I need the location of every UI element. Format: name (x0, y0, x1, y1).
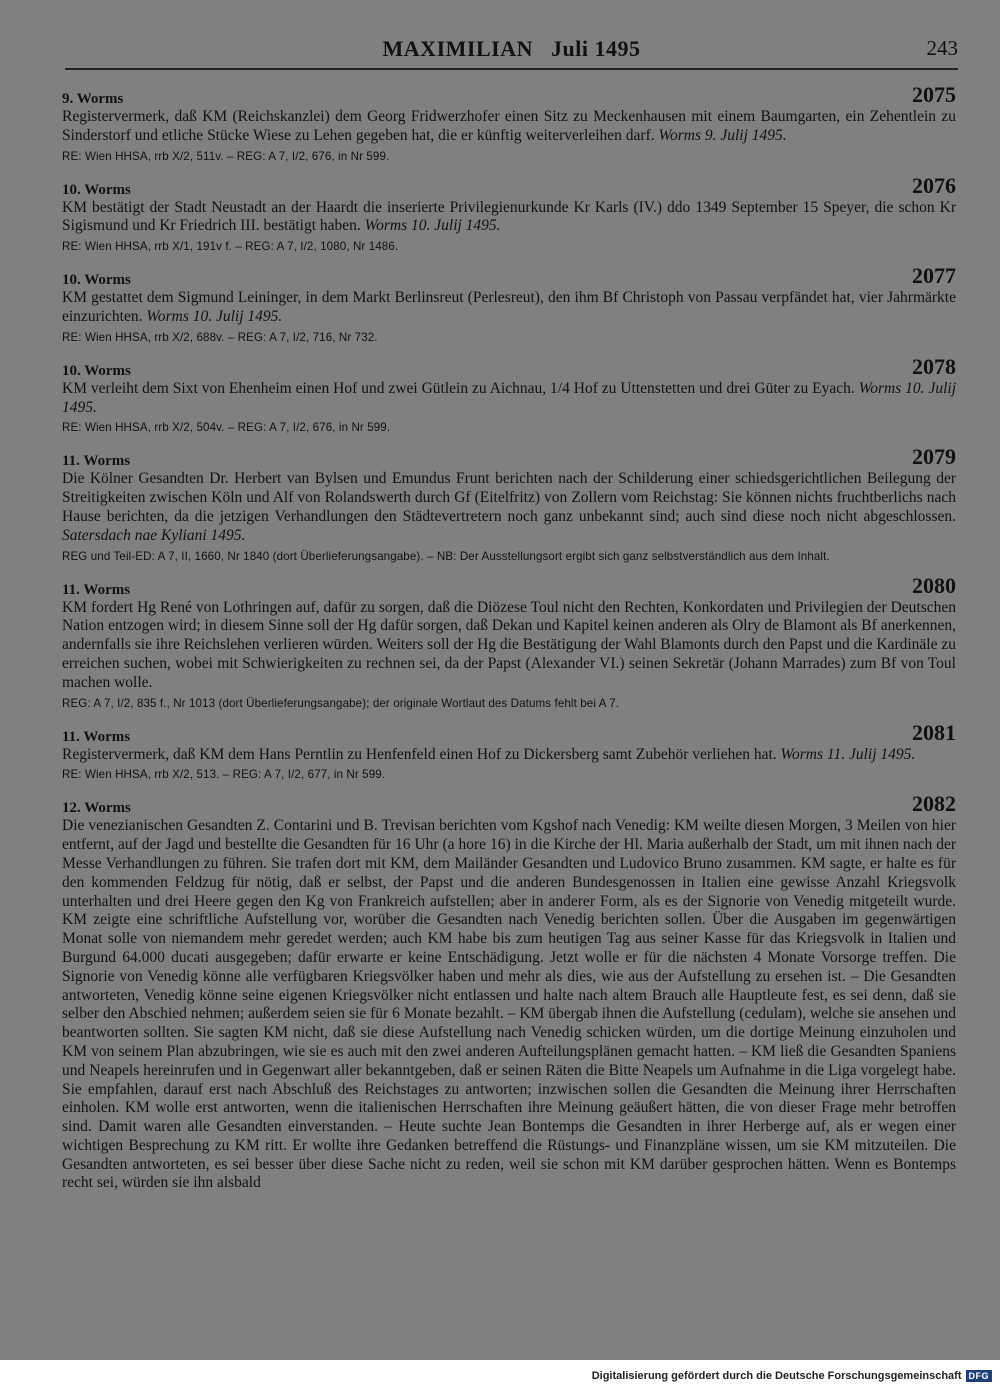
entry-2076 (62, 172, 956, 256)
entry-number: 2075 (912, 82, 956, 107)
entry-place: 12. Worms (62, 800, 131, 817)
entry-text: KM bestätigt der Stadt Neustadt an der Haardt die inserierte Privilegienurkunde Kr Karls (IV.) ddo 1349 September 15 Speyer, die schon Kr Sigismund und Kr Friedrich III. bestätigt haben. Worms 10. Julij 1495. (62, 198, 956, 235)
entry-text: Die Kölner Gesandten Dr. Herbert van Bylsen und Emundus Frunt berichten nach der Schilderung einer schiedsgerichtlichen Beilegung der Streitigkeiten zwischen Köln und Alf von Rolandswerth durch Gf (Eitelfritz) von Zollern vom Reichstag: Sie können nichts fruchtberlichs nach Hause berichten, da die jetzigen Verhandlungen den Städtevertretern noch ganz unbekannt sind; auch sind diese noch nicht abgeschlossen. Satersdach nae Kyliani 1495. (62, 470, 956, 544)
entry-date: Worms 10. Julij 1495. (364, 217, 501, 235)
entries (62, 82, 957, 1205)
entry-number: 2076 (912, 172, 956, 198)
entry-place: 9. Worms (62, 91, 124, 107)
entry-reference: RE: Wien HHSA, rrb X/2, 688v. – REG: A 7, I/2, 716, Nr 732. (62, 330, 378, 344)
entry-reference: RE: Wien HHSA, rrb X/1, 191v f. – REG: A 7, I/2, 1080, Nr 1486. (62, 240, 399, 254)
entry-number: 2080 (912, 572, 956, 598)
running-title-date: Juli 1495 (550, 36, 641, 61)
entry-2079 (62, 444, 956, 564)
entry-text: KM gestattet dem Sigmund Leininger, in dem Markt Berlinsreut (Perlesreut), den ihm Bf Christoph von Passau verpfändet hat, vier Jahrmärkte einzurichten. Worms 10. Julij 1495. (62, 289, 956, 325)
entry-reference: REG: A 7, I/2, 835 f., Nr 1013 (dort Überlieferungsangabe); der originale Wortlaut des Datums fehlt bei A 7. (62, 696, 620, 710)
entry-date: Worms 10. Julij 1495. (146, 307, 283, 325)
entry-number: 2082 (912, 791, 956, 817)
entry-number: 2078 (912, 353, 956, 379)
page-number: 243 (926, 36, 958, 60)
entry-2077 (62, 263, 956, 346)
entry-place: 10. Worms (62, 272, 131, 289)
entry-text: KM fordert Hg René von Lothringen auf, dafür zu sorgen, daß die Diözese Toul nicht den Rechten, Konkordaten und Privilegien der Deutschen Nation entzogen wird; in diesem Sinne soll der Hg dafür sorgen, daß Dekan und Kapitel keinen anderen als Olry de Blamont als Bf anerkennen, andernfalls sie ihre Reichslehen verlieren würden. Weiters soll der Hg die Bestätigung der Wahl Blamonts durch den Papst und die Kardinäle zu erreichen suchen, wobei mit Schwierigkeiten zu rechnen sei, da der Papst (Alexander VI.) seinen Sekretär (Johann Marrades) zum Bf von Toul machen wolle. (62, 598, 956, 691)
entry-text: KM verleiht dem Sixt von Ehenheim einen Hof und zwei Gütlein zu Aichnau, 1/4 Hof zu Uttenstetten und drei Güter zu Eyach. Worms 10. Julij 1495. (62, 379, 957, 416)
running-title (65, 36, 958, 62)
entry-number: 2079 (912, 444, 956, 470)
dfg-logo: DFG (966, 1370, 993, 1382)
entry-2075 (62, 82, 956, 165)
entry-place: 10. Worms (62, 181, 131, 198)
header-rule (65, 68, 958, 70)
page-header (65, 36, 958, 70)
entry-text: Die venezianischen Gesandten Z. Contarini und B. Trevisan berichten vom Kgshof nach Venedig: KM weilte diesen Morgen, 3 Meilen von hier entfernt, auf der Jagd und bestellte die Gesandten für 16 Uhr (a hore 16) in die Kirche der Hl. Maria außerhalb der Stadt, um mit ihnen nach der Messe Verhandlungen zu führen. Sie trafen dort mit KM, dem Mailänder Gesandten und Ludovico Bruno zusammen. KM sagte, er halte es für den kommenden Feldzug für nötig, daß er selbst, der Papst und die anderen Bundesgenossen in Italien eine gewisse Anzahl Kriegsvolk unterhalten und drei Heere gegen den Kg von Frankreich aufstellen; aber in anderer Form, als es der Signorie von Venedig mitgeteilt wurde. KM zeigte eine schriftliche Aufstellung vor, worüber die Gesandten nach Venedig berichten sollen. Über die Ausgaben im gegenwärtigen Monat solle von niemandem mehr geredet werden; auch KM habe bis zum heutigen Tag aus seiner Kasse für das Kriegsvolk in Italien und Burgund 64.000 ducati ausgegeben; dafür erwarte er keine Entschädigung. Jetzt wolle er für die nächsten 4 Monate Vorsorge treffen. Die Signorie von Venedig könne alle verfügbaren Kriegsvölker haben und mehr als dies, wie aus der Aufstellung zu ersehen ist. – Die Gesandten antworteten, Venedig könne seine eigenen Kriegsvölker nicht entlassen und halte nach altem Brauch alle Hauptleute fest, es sei denn, daß sie selber den Abschied nehmen; außerdem seien sie für 6 Monate bezahlt. – KM übergab ihnen die Aufstellung (cedulam), welche sie ansehen und beantworten sollten. Sie sagten KM nicht, daß sie diese Aufstellung nach Venedig schicken würden, um die dortige Meinung einzuholen und KM von seinem Plan abzubringen, wie sie es auch mit den zwei anderen Aufteilungsplänen gemacht hatten. – KM ließ die Gesandten Spaniens und Neapels hereinrufen und in Gegenwart aller bekanntgeben, daß er seinen Räten die Bitte Neapels um Aufnahme in die Liga vorgelegt habe. Sie empfahlen, darauf erst nach Abschluß des Reichstages zu antworten; inzwischen sollen die Gesandten die Meinung ihrer Herrschaften einholen. KM wolle erst antworten, wenn die italienischen Herrschaften ihre Meinung geäußert hätten, die von dieser Frage mehr betroffen sind. Damit waren alle Gesandten einverstanden. – Heute suchte Jean Bontemps die Gesandten in ihrer Herberge auf, als er wegen einer wichtigen Besprechung zu KM ritt. Er wollte ihre Gedanken betreffend die Rüstungs- und Finanzpläne wissen, um sie KM mitzuteilen. Die Gesandten antworteten, es sei besser über diese Sache nicht zu reden, weil sie schon mit KM darüber gesprochen hätten. Wenn es Bontemps recht sei, würden sie ihn alsbald (62, 817, 956, 1192)
entry-place: 11. Worms (62, 581, 131, 598)
entry-2082 (62, 791, 956, 1193)
digitization-footer (592, 1368, 992, 1384)
entry-place: 10. Worms (62, 362, 131, 379)
entry-date: Worms 11. Julij 1495. (780, 745, 916, 763)
entry-date: Worms 10. Julij 1495. (62, 379, 957, 416)
entry-text: Registervermerk, daß KM dem Hans Perntlin zu Henfenfeld einen Hof zu Dickersberg samt Zubehör verliehen hat. Worms 11. Julij 1495. (62, 745, 916, 763)
entry-reference: RE: Wien HHSA, rrb X/2, 513. – REG: A 7, I/2, 677, in Nr 599. (62, 768, 386, 782)
footer-text: Digitalisierung gefördert durch die Deutsche Forschungsgemeinschaft (591, 1370, 962, 1382)
entry-number: 2081 (912, 719, 956, 745)
entry-2080 (62, 572, 956, 712)
entry-reference: RE: Wien HHSA, rrb X/2, 504v. – REG: A 7, I/2, 676, in Nr 599. (62, 421, 391, 435)
entry-place: 11. Worms (62, 728, 131, 745)
entry-reference: RE: Wien HHSA, rrb X/2, 511v. – REG: A 7, I/2, 676, in Nr 599. (62, 149, 390, 163)
running-title-name: MAXIMILIAN (382, 36, 533, 61)
entry-number: 2077 (912, 263, 956, 289)
entry-reference: REG und Teil-ED: A 7, II, 1660, Nr 1840 (dort Überlieferungsangabe). – NB: Der Ausstellungsort ergibt sich ganz selbstverständlich aus dem Inhalt. (62, 549, 830, 563)
entry-2078 (62, 353, 957, 437)
entry-place: 11. Worms (62, 453, 131, 470)
entry-date: Satersdach nae Kyliani 1495. (62, 526, 246, 544)
entry-2081 (62, 719, 956, 784)
entry-text: Registervermerk, daß KM (Reichskanzlei) dem Georg Fridwerzhofer einen Sitz zu Meckenhausen mit einem Baumgarten, ein Zehentlein zu Sinderstorf und etliche Stücke Wiese zu Lehen gegeben hat, die er künftig weiterverleihen darf. Worms 9. Julij 1495. (62, 108, 956, 144)
entry-date: Worms 9. Julij 1495. (658, 126, 787, 144)
